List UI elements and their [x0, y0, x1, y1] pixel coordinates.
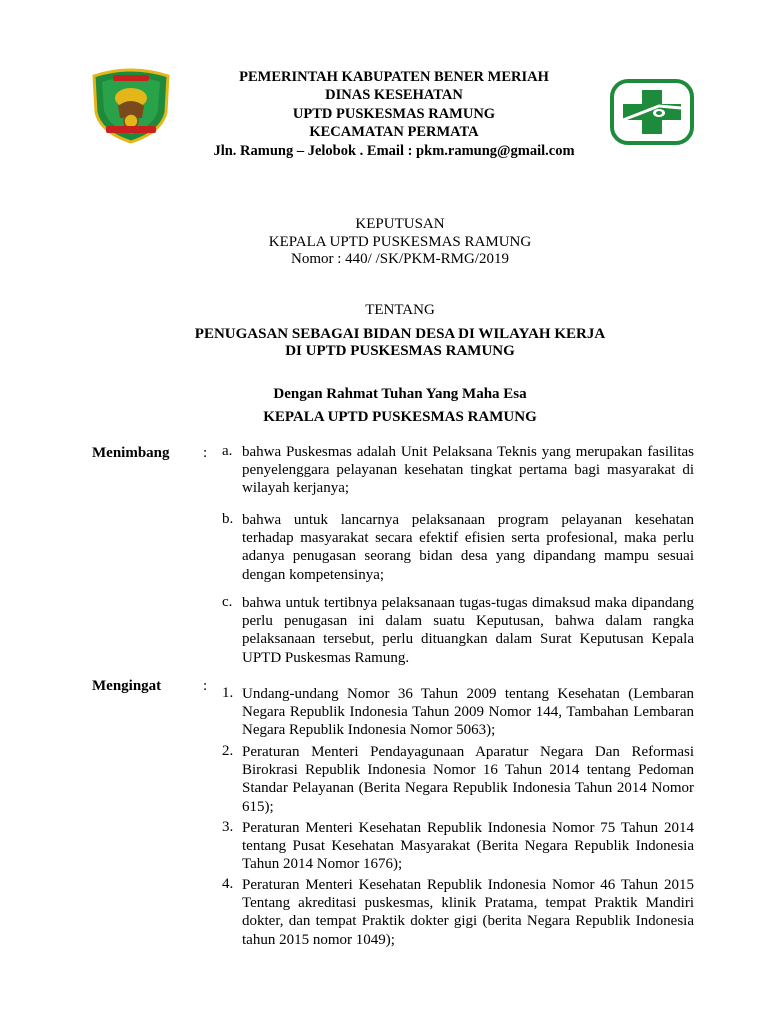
decree-about: TENTANG	[365, 302, 435, 318]
mengingat-item-marker: 3.	[222, 819, 234, 835]
decree-issuer-heading: KEPALA UPTD PUSKESMAS RAMUNG	[263, 409, 537, 425]
mengingat-item-text: Peraturan Menteri Pendayagunaan Aparatur Negara Dan Reformasi Birokrasi Republik Indonesia Nomor 16 Tahun 2014 tentang Pedoman Standar Pelayanan (Berita Negara Republik Indonesia Tahun 2014 Nomor 615);	[242, 744, 694, 815]
decree-number: Nomor : 440/ /SK/PKM-RMG/2019	[291, 251, 509, 267]
menimbang-item-marker: a.	[222, 443, 233, 459]
letterhead-government: PEMERINTAH KABUPATEN BENER MERIAH	[239, 69, 549, 85]
mengingat-item-marker: 1.	[222, 685, 234, 701]
letterhead-agency: DINAS KESEHATAN	[325, 87, 463, 104]
menimbang-colon: :	[203, 445, 208, 461]
menimbang-item-marker: b.	[222, 511, 234, 527]
decree-subject-line2: DI UPTD PUSKESMAS RAMUNG	[285, 343, 515, 359]
letterhead-unit: UPTD PUSKESMAS RAMUNG	[292, 105, 496, 122]
decree-issuer: KEPALA UPTD PUSKESMAS RAMUNG	[268, 234, 532, 250]
mengingat-item-text: Peraturan Menteri Kesehatan Republik Indonesia Nomor 46 Tahun 2015 Tentang akreditasi puskesmas, klinik Pratama, tempat Praktik Mandiri dokter, dan tempat Praktik dokter gigi (berita Negara Republik Indonesia tahun 2015 nomor 1049);	[242, 877, 694, 948]
mengingat-label: Mengingat	[92, 678, 162, 694]
letterhead-address: Jln. Ramung – Jelobok . Email : pkm.ramung@gmail.com	[213, 142, 575, 159]
mengingat-item-marker: 2.	[222, 743, 234, 759]
menimbang-item-text: bahwa untuk tertibnya pelaksanaan tugas-tugas dimaksud maka dipandang perlu penugasan ini dalam suatu Keputusan, bahwa dalam rangka pelaksanaan tersebut, perlu dituangkan dalam Surat Keputusan Kepala UPTD Puskesmas Ramung.	[242, 595, 694, 666]
decree-title: KEPUTUSAN	[355, 216, 445, 232]
menimbang-label: Menimbang	[92, 445, 170, 461]
menimbang-item-text: bahwa untuk lancarnya pelaksanaan program pelayanan kesehatan terhadap masyarakat secara efektif efisien serta profesional, maka perlu adanya penugasan seorang bidan desa yang dipandang mampu sesuai dengan kompetensinya;	[242, 512, 694, 583]
mengingat-item-marker: 4.	[222, 876, 234, 892]
mengingat-colon: :	[203, 678, 208, 694]
letterhead-district: KECAMATAN PERMATA	[309, 124, 479, 141]
letterhead	[150, 68, 638, 160]
decree-subject-line1: PENUGASAN SEBAGAI BIDAN DESA DI WILAYAH KERJA	[194, 326, 606, 342]
mengingat-item-text: Undang-undang Nomor 36 Tahun 2009 tentang Kesehatan (Lembaran Negara Republik Indonesia Tahun 2009 Nomor 144, Tambahan Lembaran Negara Republik Indonesia Nomor 5063);	[242, 686, 694, 739]
menimbang-item-text: bahwa Puskesmas adalah Unit Pelaksana Teknis yang merupakan fasilitas penyelenggara pelayanan kesehatan tingkat pertama bagi masyarakat di wilayah kerjanya;	[242, 444, 694, 497]
menimbang-item-marker: c.	[222, 594, 233, 610]
decree-blessing: Dengan Rahmat Tuhan Yang Maha Esa	[273, 386, 527, 402]
mengingat-item-text: Peraturan Menteri Kesehatan Republik Indonesia Nomor 75 Tahun 2014 tentang Pusat Kesehatan Masyarakat (Berita Negara Republik Indonesia Tahun 2014 Nomor 1676);	[242, 820, 694, 873]
